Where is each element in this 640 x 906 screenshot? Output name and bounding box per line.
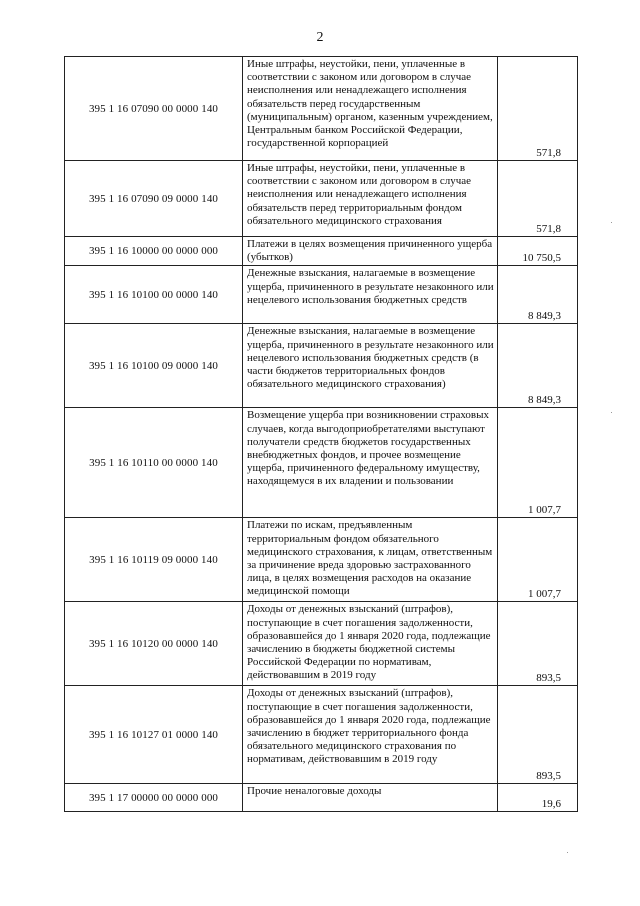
revenue-amount: 893,5 [498,602,578,686]
revenue-amount: 571,8 [498,161,578,237]
revenue-amount: 571,8 [498,57,578,161]
table-row [65,686,578,784]
revenue-name: Доходы от денежных взысканий (штрафов), поступающие в счет погашения задолженности, образовавшейся до 1 января 2020 года, подлежащие зачислению в бюджет территориального фонда обязательного медицинского страхования по нормативам, действовавшим в 2019 году [243,686,498,784]
revenue-code: 395 1 16 10119 09 0000 140 [65,518,243,602]
revenue-code: 395 1 16 10110 00 0000 140 [65,408,243,518]
revenue-code: 395 1 16 10100 00 0000 140 [65,266,243,324]
revenue-amount: 8 849,3 [498,324,578,408]
revenue-name: Платежи по искам, предъявленным территориальным фондом обязательного медицинского страхования, к лицам, ответственным за причинение вреда здоровью застрахованного лица, в целях возмещения расходов на оказание медицинской помощи [243,518,498,602]
table-row [65,237,578,266]
table-row [65,408,578,518]
scan-speck [567,852,568,853]
revenue-name: Денежные взыскания, налагаемые в возмещение ущерба, причиненного в результате незаконного или нецелевого использования бюджетных средств (в части бюджетов территориальных фондов обязательного медицинского страхования) [243,324,498,408]
revenue-amount: 1 007,7 [498,518,578,602]
revenue-name: Иные штрафы, неустойки, пени, уплаченные в соответствии с законом или договором в случае неисполнения или ненадлежащего исполнения обязательств перед государственным (муниципальным) органом, казенным учреждением, Центральным банком Российской Федерации, государственной корпорацией [243,57,498,161]
revenue-code: 395 1 17 00000 00 0000 000 [65,784,243,812]
revenue-name: Иные штрафы, неустойки, пени, уплаченные в соответствии с законом или договором в случае неисполнения или ненадлежащего исполнения обязательств перед территориальным фондом обязательного медицинского страхования [243,161,498,237]
revenue-amount: 8 849,3 [498,266,578,324]
table-row [65,784,578,812]
revenue-amount: 10 750,5 [498,237,578,266]
revenue-code: 395 1 16 07090 00 0000 140 [65,57,243,161]
revenue-amount: 893,5 [498,686,578,784]
scan-speck [611,222,612,223]
table-row [65,602,578,686]
table-row [65,518,578,602]
table-row [65,266,578,324]
revenue-amount: 19,6 [498,784,578,812]
revenue-name: Доходы от денежных взысканий (штрафов), поступающие в счет погашения задолженности, образовавшейся до 1 января 2020 года, подлежащие зачислению в бюджеты бюджетной системы Российской Федерации по нормативам, действовавшим в 2019 году [243,602,498,686]
revenue-amount: 1 007,7 [498,408,578,518]
revenue-code: 395 1 16 10127 01 0000 140 [65,686,243,784]
revenue-name: Денежные взыскания, налагаемые в возмещение ущерба, причиненного в результате незаконного или нецелевого использования бюджетных средств [243,266,498,324]
revenue-name: Прочие неналоговые доходы [243,784,498,812]
revenue-code: 395 1 16 10120 00 0000 140 [65,602,243,686]
scan-speck [611,412,612,413]
table-row [65,57,578,161]
page-number: 2 [316,30,324,45]
revenue-code: 395 1 16 10100 09 0000 140 [65,324,243,408]
revenue-table [64,56,578,812]
revenue-code: 395 1 16 10000 00 0000 000 [65,237,243,266]
revenue-name: Возмещение ущерба при возникновении страховых случаев, когда выгодоприобретателями выступают получатели средств бюджетов государственных внебюджетных фондов, и прочее возмещение ущерба, причиненного федеральному имуществу, находящемуся в их владении и пользовании [243,408,498,518]
table-row [65,161,578,237]
revenue-name: Платежи в целях возмещения причиненного ущерба (убытков) [243,237,498,266]
revenue-code: 395 1 16 07090 09 0000 140 [65,161,243,237]
table-row [65,324,578,408]
